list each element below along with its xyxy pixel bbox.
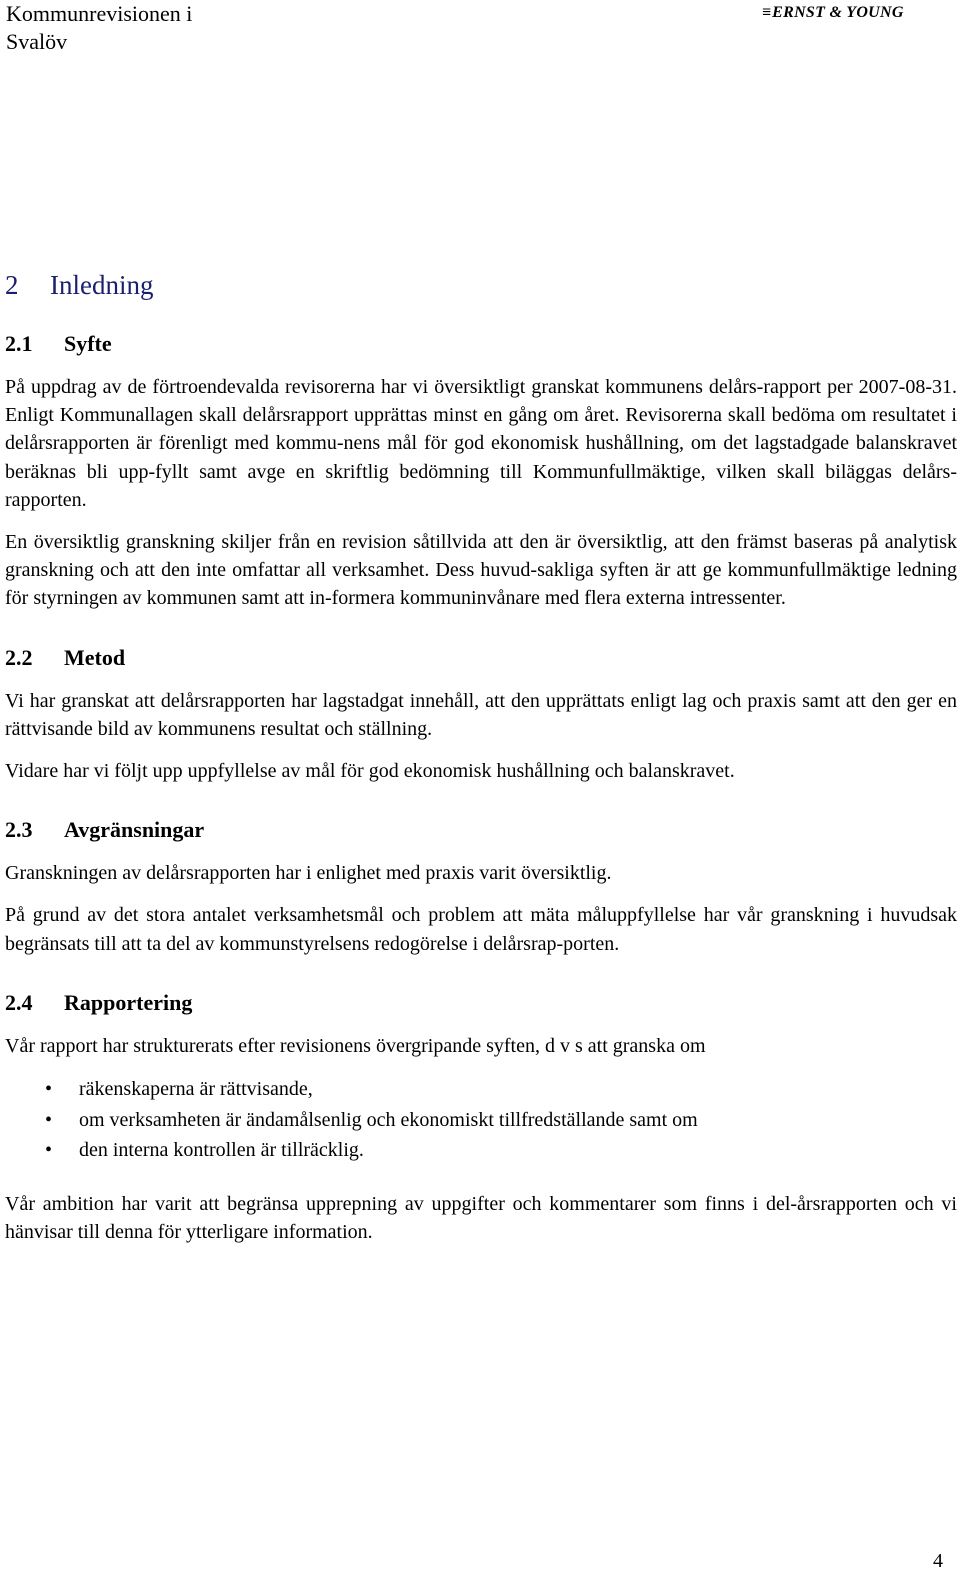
section-title: Metod bbox=[64, 644, 126, 670]
section-number: 2.3 bbox=[5, 817, 33, 843]
page-number: 4 bbox=[933, 1550, 943, 1572]
section-heading-rapportering bbox=[5, 988, 957, 1018]
chapter-number: 2 bbox=[5, 270, 19, 300]
document-body bbox=[5, 268, 957, 1260]
paragraph: Vår rapport har strukturerats efter revisionens övergripande syften, d v s att granska om bbox=[5, 1034, 706, 1057]
list-item: • den interna kontrollen är tillräcklig. bbox=[5, 1135, 957, 1166]
bullet-icon: • bbox=[45, 1139, 53, 1162]
ernst-young-logo bbox=[762, 4, 904, 22]
logo-text: ERNST & YOUNG bbox=[772, 4, 904, 21]
paragraph: En översiktlig granskning skiljer från en revision såtillvida att den är översiktlig, att den främst baseras på analytisk granskning och att den inte omfattar all verksamhet. Dess huvud-sakliga syften är att ge kommunfullmäktige ledning för styrningen av kommunen samt att in-formera kommuninvånare med flera externa intressenter. bbox=[5, 531, 957, 610]
section-heading-avgransningar bbox=[5, 815, 957, 845]
logo-mark-icon: ≡ bbox=[762, 4, 771, 21]
paragraph: Vår ambition har varit att begränsa upprepning av uppgifter och kommentarer som finns i del-årsrapporten och vi hänvisar till denna för ytterligare information. bbox=[5, 1192, 957, 1243]
header-municipality: Svalöv bbox=[6, 29, 68, 54]
section-title: Syfte bbox=[64, 331, 112, 356]
section-title: Avgränsningar bbox=[64, 817, 205, 843]
header-organization: Kommunrevisionen i bbox=[6, 1, 193, 26]
list-item: • om verksamheten är ändamålsenlig och ekonomiskt tillfredställande samt om bbox=[5, 1105, 957, 1136]
bullet-list bbox=[5, 1074, 957, 1166]
chapter-heading bbox=[5, 268, 957, 302]
list-item: • räkenskaperna är rättvisande, bbox=[5, 1074, 957, 1105]
section-heading-syfte bbox=[5, 329, 957, 359]
bullet-icon: • bbox=[45, 1078, 53, 1101]
section-title: Rapportering bbox=[64, 989, 193, 1015]
section-number: 2.1 bbox=[5, 331, 33, 356]
paragraph: Vi har granskat att delårsrapporten har lagstadgat innehåll, att den upprättats enligt lag och praxis samt att den ger en rättvisande bild av kommunens resultat och ställning. bbox=[5, 689, 957, 740]
document-header bbox=[6, 0, 192, 56]
paragraph: På grund av det stora antalet verksamhetsmål och problem att mäta måluppfyllelse har vår granskning i huvudsak begränsats till att ta del av kommunstyrelsens redogörelse i delårsrap-porten. bbox=[5, 904, 957, 955]
chapter-title: Inledning bbox=[50, 270, 154, 300]
paragraph: Vidare har vi följt upp uppfyllelse av mål för god ekonomisk hushållning och balanskravet. bbox=[5, 760, 735, 783]
bullet-icon: • bbox=[45, 1108, 53, 1131]
paragraph: På uppdrag av de förtroendevalda revisorerna har vi översiktligt granskat kommunens delårs-rapport per 2007-08-31. Enligt Kommunallagen skall delårsrapport upprättas minst en gång om året. Revisorerna skall bedöma om resultatet i delårsrapporten är förenligt med kommu-nens mål för god ekonomisk hushållning, om det lagstadgade balanskravet beräknas bli upp-fyllt samt avge en skriftlig bedömning till Kommunfullmäktige, vilken skall biläggas delårs-rapporten. bbox=[5, 376, 957, 511]
paragraph: Granskningen av delårsrapporten har i enlighet med praxis varit översiktlig. bbox=[5, 862, 612, 885]
section-number: 2.4 bbox=[5, 989, 33, 1015]
section-heading-metod bbox=[5, 643, 957, 673]
section-number: 2.2 bbox=[5, 644, 33, 670]
